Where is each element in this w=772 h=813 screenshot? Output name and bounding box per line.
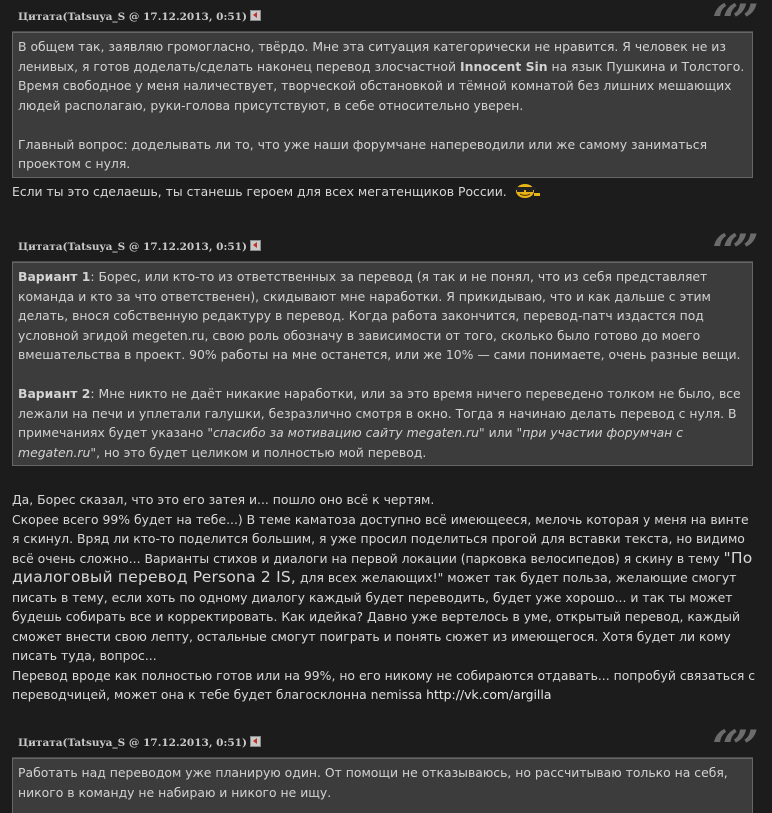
quote-block-2 bbox=[12, 224, 753, 466]
quote-block-3 bbox=[12, 720, 753, 813]
quote-author-label: Цитата(Tatsuya_S @ 17.12.2013, 0:51) bbox=[18, 240, 261, 254]
quote-author-label: Цитата(Tatsuya_S @ 17.12.2013, 0:51) bbox=[18, 10, 261, 24]
quote-paragraph: В общем так, заявляю громогласно, твёрдо. Мне эта ситуация категорически не нравится. Я человек не из ленивых, я готов доделать/сделать наконец перевод злосчастной Innocent Sin на язык Пушкина и Толстого. Время свободное у меня наличествует, творческой обстановкой и тёмной комнатой без лишних мешающих людей располагаю, руки-голова присутствуют, в себе относительно уверен. bbox=[18, 39, 745, 113]
quote-link-icon[interactable] bbox=[250, 240, 261, 251]
quote-header bbox=[12, 720, 753, 774]
quote-paragraph: Вариант 2: Мне никто не даёт никакие наработки, или за это время ничего переведено толком не было, все лежали на печи и уплетали галушки, безразлично смотря в окно. Тогда я начинаю делать перевод с нуля. В примечаниях будет указано "спасибо за мотивацию сайту megaten.ru" или "при участии форумчан с megaten.ru", но это будет целиком и полностью мой перевод. bbox=[18, 386, 741, 460]
quote-author-label: Цитата(Tatsuya_S @ 17.12.2013, 0:51) bbox=[18, 736, 261, 750]
reply-text-1: Если ты это сделаешь, ты станешь героем для всех мегатенщиков России. bbox=[12, 182, 756, 202]
quote-header bbox=[12, 224, 753, 278]
quote-mark-icon: “” bbox=[712, 720, 753, 774]
quote-link-icon[interactable] bbox=[250, 10, 261, 21]
quote-body bbox=[12, 758, 753, 813]
vk-link[interactable]: http://vk.com/argilla bbox=[426, 687, 552, 702]
quote-paragraph: Вариант 1: Борес, или кто-то из ответственных за перевод (я так и не понял, что из себя представляет команда и кто за что ответственен), скидывают мне наработки. Я прикидываю, что и как дальше с этим делать, внося собственную редактуру в перевод. Когда работа закончится, перевод-патч издастся под условной эгидой megeten.ru, свою роль обозначу в зависимости от того, сколько было готово до моего вмешательства в проект. 90% работы на мне останется, или же 10% — сами понимаете, очень разные вещи. bbox=[18, 269, 741, 362]
quote-paragraph: Работать над переводом уже планирую один. От помощи не отказываюсь, но рассчитываю только на себя, никого в команду не набираю и никого не ищу. bbox=[18, 765, 728, 800]
sunglasses-smiley-icon bbox=[511, 183, 541, 199]
quote-header bbox=[12, 0, 753, 48]
quote-link-icon[interactable] bbox=[250, 736, 261, 747]
quote-body bbox=[12, 32, 753, 178]
quote-body bbox=[12, 262, 753, 466]
reply-text-2: Да, Борес сказал, что это его затея и... пошло оно всё к чертям. Скорее всего 99% будет на тебе...) В теме каматоза доступно всё имеющееся, мелочь которая у меня на винте я скинул. Вряд ли кто-то поделится большим, я уже просил поделиться прогой для вставки текста, но видимо всё очень сложно... Варианты стихов и диалоги на первой локации (парковка велосипедов) я скину в тему "По диалоговый перевод Persona 2 IS, для всех желающих!" может так будет польза, желающие смогут писать в тему, если хоть по одному диалогу каждый будет переводить, будет уже хорошо... и так ты может будешь собирать все и корректировать. Как идейка? Давно уже вертелось в уме, открытый перевод, каждый сможет внести свою лепту, остальные смогут поиграть и понять сюжет из имеющегося. Хотя будет ли кому писать туда, вопрос... Перевод вроде как полностью готов или на 99%, но его никому не собираются отдавать... попробуй связаться с переводчицей, может она к тебе будет благосклонна nemissa http://vk.com/argilla bbox=[12, 492, 756, 702]
quote-mark-icon: “” bbox=[712, 224, 753, 278]
quote-block-1 bbox=[12, 0, 753, 178]
quote-mark-icon: “” bbox=[712, 0, 753, 48]
quote-paragraph: Главный вопрос: доделывать ли то, что уже наши форумчане напереводили или же самому заниматься проектом с нуля. bbox=[18, 136, 708, 171]
